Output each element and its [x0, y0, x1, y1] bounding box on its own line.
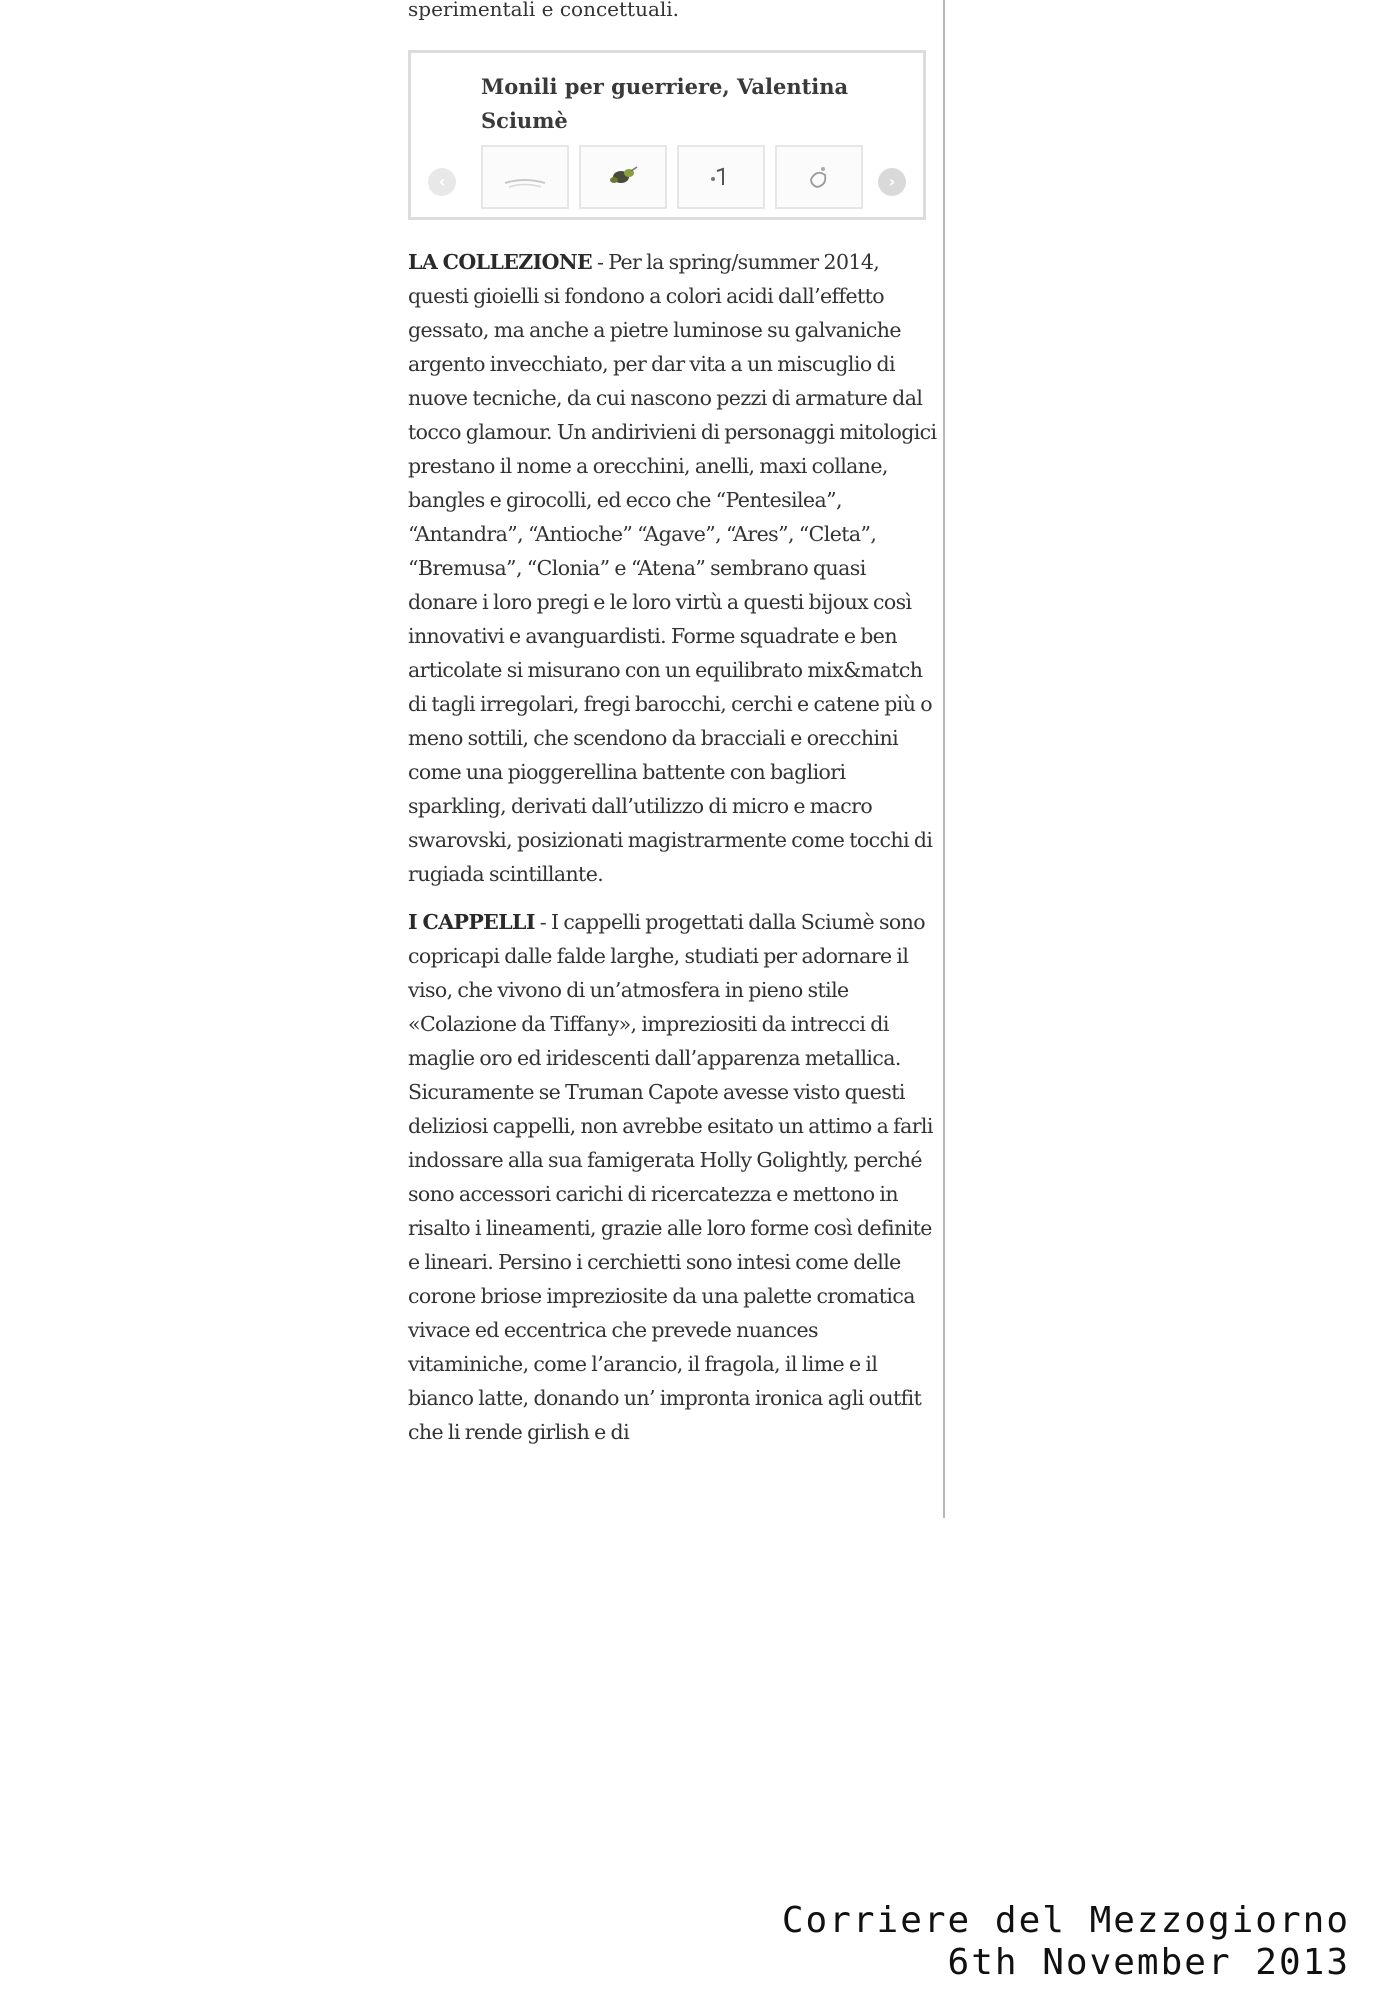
gallery-thumbnail-2[interactable]: [579, 145, 667, 209]
intro-tail-text: sperimentali e concettuali.: [408, 0, 680, 21]
gallery-title[interactable]: Monili per guerriere, Valentina Sciumè: [481, 74, 849, 133]
section-lead-collezione: LA COLLEZIONE: [408, 250, 593, 274]
earring-image-icon: [679, 147, 763, 207]
paragraph-cappelli-text: - I cappelli progettati dalla Sciumè sono copricapi dalle falde larghe, studiati per adornare il viso, che vivono di un’atmosfera in pieno stile «Colazione da Tiffany», impreziositi da intrecci di maglie oro ed iridescenti dall’apparenza metallica. Sicuramente se Truman Capote avesse visto questi deliziosi cappelli, non avrebbe esitato un attimo a farli indossare alla sua famigerata Holly Golightly, perché sono accessori carichi di ricercatezza e mettono in risalto i lineamenti, grazie alle loro forme così definite e lineari. Persino i cerchietti sono intesi come delle corone briose impreziosite da una palette cromatica vivace ed eccentrica che prevede nuances vitaminiche, come l’arancio, il fragola, il lime e il bianco latte, donando un’ impronta ironica agli outfit che li rende girlish e di: [408, 910, 933, 1444]
photo-gallery-widget: [408, 50, 926, 220]
necklace-image-icon: [581, 147, 665, 207]
gallery-prev-button[interactable]: [428, 168, 456, 196]
gallery-thumbnail-3[interactable]: [677, 145, 765, 209]
paragraph-collezione: [408, 245, 938, 891]
chevron-right-icon: ›: [888, 172, 896, 191]
source-caption: [782, 1900, 1350, 1984]
paragraph-collezione-text: - Per la spring/summer 2014, questi gioielli si fondono a colori acidi dall’effetto gessato, ma anche a pietre luminose su galvaniche argento invecchiato, per dar vita a un miscuglio di nuove tecniche, da cui nascono pezzi di armature dal tocco glamour. Un andirivieni di personaggi mitologici prestano il nome a orecchini, anelli, maxi collane, bangles e girocolli, ed ecco che “Pentesilea”, “Antandra”, “Antioche” “Agave”, “Ares”, “Cleta”, “Bremusa”, “Clonia” e “Atena” sembrano quasi donare i loro pregi e le loro virtù a questi bijoux così innovativi e avanguardisti. Forme squadrate e ben articolate si misurano con un equilibrato mix&match di tagli irregolari, fregi barocchi, cerchi e catene più o meno sottili, che scendono da bracciali e orecchini come una pioggerellina battente con bagliori sparkling, derivati dall’utilizzo di micro e macro swarovski, posizionati magistrarmente come tocchi di rugiada scintillante.: [408, 250, 937, 886]
source-date: 6th November 2013: [947, 1942, 1350, 1983]
bracelet-image-icon: [483, 147, 567, 207]
gallery-next-button[interactable]: [878, 168, 906, 196]
gallery-thumbnail-strip: [481, 145, 871, 219]
ring-image-icon: [777, 147, 861, 207]
gallery-thumbnail-4[interactable]: [775, 145, 863, 209]
chevron-left-icon: ‹: [438, 172, 446, 191]
article-body: [408, 245, 938, 1463]
gallery-thumbnail-1[interactable]: [481, 145, 569, 209]
column-divider: [943, 0, 945, 1518]
paragraph-cappelli: [408, 905, 938, 1449]
section-lead-cappelli: I CAPPELLI: [408, 910, 535, 934]
source-name: Corriere del Mezzogiorno: [781, 1900, 1350, 1941]
